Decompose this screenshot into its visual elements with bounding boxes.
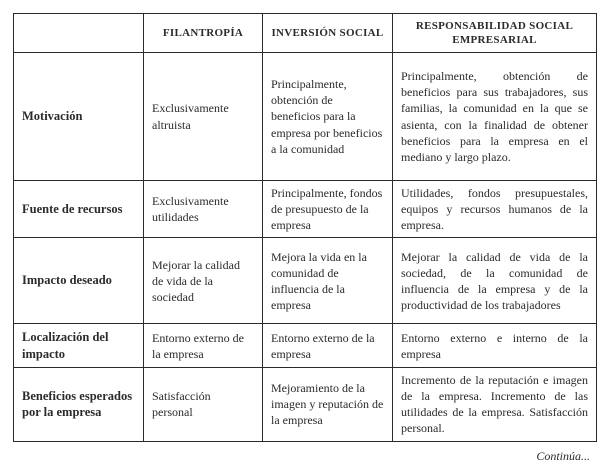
- cell-fuente-filantropia: Exclusivamente utilidades: [144, 181, 263, 238]
- cell-motivacion-filantropia: Exclusivamente altruista: [144, 53, 263, 181]
- table-row-localizacion-del-impacto: [14, 324, 597, 368]
- row-label-impacto-deseado: Impacto deseado: [14, 238, 144, 324]
- cell-impacto-inversion: Mejora la vida en la comunidad de influencia de la empresa: [263, 238, 393, 324]
- cell-beneficios-inversion: Mejoramiento de la imagen y reputación de la empresa: [263, 368, 393, 441]
- comparison-table: [13, 13, 597, 442]
- cell-localizacion-rse: Entorno externo e interno de la empresa: [393, 324, 597, 368]
- cell-motivacion-inversion: Principalmente, obtención de beneficios para la empresa por beneficios a la comunidad: [263, 53, 393, 181]
- cell-beneficios-filantropia: Satisfacción personal: [144, 368, 263, 441]
- header-filantropia: FILANTROPÍA: [144, 14, 263, 53]
- table-row-motivacion: [14, 53, 597, 181]
- document-page: [13, 13, 596, 464]
- cell-impacto-rse: Mejorar la calidad de vida de la sociedad, de la comunidad de influencia de la empresa y de la productividad de los trabajadores: [393, 238, 597, 324]
- cell-localizacion-filantropia: Entorno externo de la empresa: [144, 324, 263, 368]
- table-row-impacto-deseado: [14, 238, 597, 324]
- table-header-row: [14, 14, 597, 53]
- cell-beneficios-rse: Incremento de la reputación e imagen de la empresa. Incremento de las utilidades de la empresa. Satisfacción personal.: [393, 368, 597, 441]
- header-empty-cell: [14, 14, 144, 53]
- cell-fuente-rse: Utilidades, fondos presupuestales, equipos y recursos humanos de la empresa.: [393, 181, 597, 238]
- table-row-fuente-de-recursos: [14, 181, 597, 238]
- table-row-beneficios-esperados: [14, 368, 597, 441]
- continuation-note: Continúa...: [536, 448, 590, 463]
- row-label-localizacion-del-impacto: Localización del impacto: [14, 324, 144, 368]
- cell-impacto-filantropia: Mejorar la calidad de vida de la sociedad: [144, 238, 263, 324]
- row-label-fuente-de-recursos: Fuente de recursos: [14, 181, 144, 238]
- row-label-motivacion: Motivación: [14, 53, 144, 181]
- cell-localizacion-inversion: Entorno externo de la empresa: [263, 324, 393, 368]
- header-responsabilidad-social: RESPONSABILIDAD SOCIAL EMPRESARIAL: [393, 14, 597, 53]
- cell-fuente-inversion: Principalmente, fondos de presupuesto de la empresa: [263, 181, 393, 238]
- row-label-beneficios-esperados: Beneficios esperados por la empresa: [14, 368, 144, 441]
- cell-motivacion-rse: Principalmente, obtención de beneficios para sus trabajadores, sus familias, la comunidad en la que se asienta, con la finalidad de obtener beneficios para la empresa en el mediano y largo plazo.: [393, 53, 597, 181]
- header-inversion-social: INVERSIÓN SOCIAL: [263, 14, 393, 53]
